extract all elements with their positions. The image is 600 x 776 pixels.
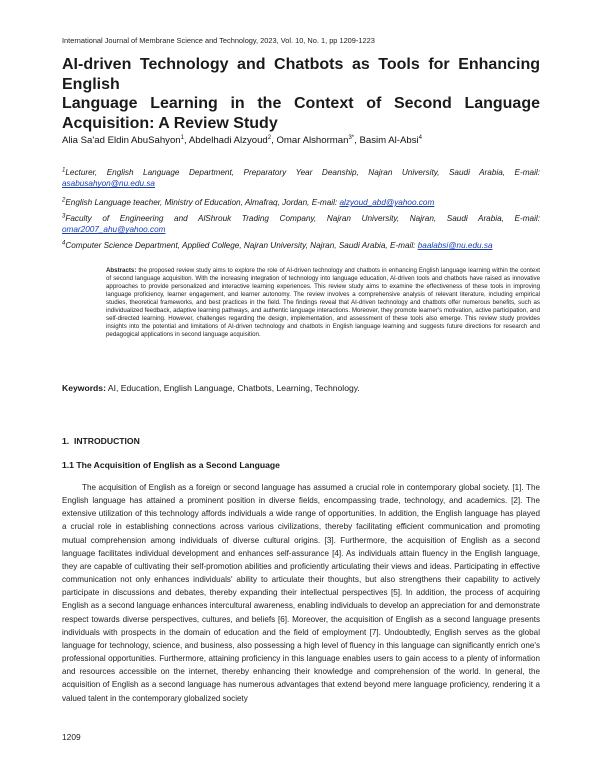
keywords (62, 383, 540, 393)
author-mark: 2 (267, 134, 272, 141)
page-number: 1209 (62, 732, 81, 742)
email-link[interactable]: baalabsi@nu.edu.sa (417, 241, 493, 250)
author-mark: 1 (180, 134, 184, 141)
abstract-text: the proposed review study aims to explore the role of AI-driven technology and chatbots in enhancing English language learning within the context of second language acquisition. With the increasing integration of technology into language education, AI-driven tools and chatbots have raised as innovative approaches to provide personalized and interactive learning experiences. This review study aims to examine the effectiveness of these tools in improving language proficiency, learner engagement, and learner autonomy. The review involves a comprehensive analysis of relevant literature, including empirical studies, theoretical frameworks, and best practices in the field. The findings reveal that AI-driven technology and chatbots offer numerous benefits, such as individualized feedback, adaptive learning pathways, and authentic language interactions. Moreover, they promote learner's motivation, active participation, and self-directed learning. However, challenges regarding the design, implementation, and assessment of these tools also emerge. This review study provides insights into the potential and limitations of AI-driven technology and chatbots in English language learning and suggests future directions for research and pedagogical applications in second language acquisition. (106, 267, 540, 339)
affiliation-3 (62, 213, 540, 235)
affiliation-mark: 1 (62, 167, 66, 174)
affiliation-mark: 4 (62, 240, 66, 247)
affiliation-text: English Language teacher, Ministry of Education, Almafraq, Jordan, E-mail: (65, 198, 340, 207)
keywords-label: Keywords: (62, 383, 106, 393)
author-name: Alia Sa'ad Eldin AbuSahyon (62, 135, 181, 146)
title-line-1: AI-driven Technology and Chatbots as Tools for Enhancing English (62, 56, 540, 93)
abstract-label: Abstracts: (106, 267, 137, 274)
affiliation-mark: 2 (62, 197, 66, 204)
affiliation-text: Faculty of Engineering and AlShrouk Trading Company, Najran University, Najran, Saudi Arabia, E-mail: (65, 214, 540, 223)
running-head: International Journal of Membrane Science and Technology, 2023, Vol. 10, No. 1, pp 1209-1223 (62, 36, 375, 45)
title-line-3: Acquisition: A Review Study (62, 114, 278, 132)
affiliation-1 (62, 167, 540, 189)
title-line-2: Language Learning in the Context of Second Language (62, 95, 540, 112)
affiliation-text: Lecturer, English Language Department, Preparatory Year Deanship, Najran University, Saudi Arabia, E-mail: (65, 168, 540, 177)
email-link[interactable]: omar2007_ahu@yahoo.com (62, 225, 166, 235)
affiliation-2 (62, 197, 540, 208)
affiliation-text: Computer Science Department, Applied College, Najran University, Najran, Saudi Arabia, E-mail: (65, 241, 418, 250)
email-link[interactable]: asabusahyon@nu.edu.sa (62, 179, 155, 189)
section-heading: 1. INTRODUCTION (62, 436, 140, 446)
author-mark: 3* (348, 134, 355, 141)
author-name: Omar Alshorman (276, 135, 349, 146)
affiliation-mark: 3 (62, 213, 66, 220)
abstract (106, 267, 540, 339)
author-mark: 4 (418, 134, 422, 141)
author-name: Basim Al-Absi (359, 135, 419, 146)
paper-title (62, 55, 540, 133)
author-list: Alia Sa'ad Eldin AbuSahyon$^1$, Abdelhadi Alzyoud$^2$, Omar Alshorman$^{3*}$, Basim Al-Absi$^4$ (62, 134, 422, 146)
email-link[interactable]: alzyoud_abd@yahoo.com (339, 198, 435, 207)
author-name: Abdelhadi Alzyoud (188, 135, 268, 146)
subsection-heading: 1.1 The Acquisition of English as a Second Language (62, 460, 280, 470)
body-paragraph: The acquisition of English as a foreign or second language has assumed a crucial role in contemporary global society. [1]. The English language has attained a prominent position in diverse fields, encompassing trade, technology, and academics. [2]. The extensive utilization of this technology affords individuals a wide range of opportunities. In addition, the English language has played a crucial role in establishing connections across various civilizations, thereby facilitating efficient communication and promoting mutual comprehension among individuals of diverse cultural origins. [3]. Furthermore, the acquisition of English as a second language facilitates individual development and enhances self-assurance [4]. As individuals attain fluency in the English language, they are capable of cultivating their self-promotion abilities and proficiently articulating their views and ideas. Participating in effective communication not only enhances individuals' ability to articulate their thoughts, but also strengthens their capability to actively participate in discussions and debates, thereby expanding their intellectual perspectives [5]. In addition, the process of acquiring English as a second language enhances intercultural awareness, enabling individuals to develop an appreciation for and demonstrate respect towards diverse perspectives, cultures, and beliefs [6]. Moreover, the acquisition of English as a second language presents individuals with prospects in the domain of education and the field of employment [7]. Undoubtedly, English serves as the global language for technology, science, and business, also possessing a high level of fluency in this language can significantly enrich one's professional opportunities. Furthermore, attaining proficiency in this language enables users to gain access to a plenty of information and resources accessible on the internet, thereby enhancing their knowledge and comprehension of the world. In general, the acquisition of English as a second language has numerous advantages that extend beyond mere language proficiency, rendering it a valued talent in the contemporary globalized society (62, 483, 540, 703)
affiliation-4 (62, 240, 540, 251)
keywords-text: AI, Education, English Language, Chatbots, Learning, Technology. (107, 383, 360, 393)
